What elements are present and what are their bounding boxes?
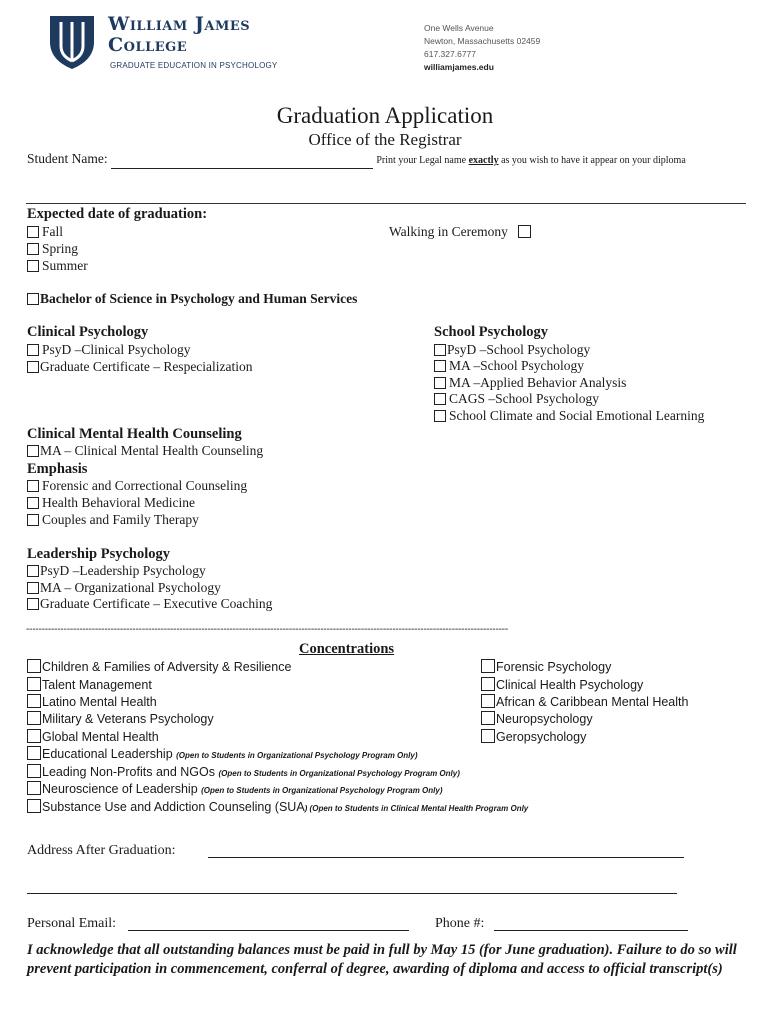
label-spring: Spring <box>42 241 79 256</box>
website-link[interactable]: williamjames.edu <box>424 62 494 72</box>
checkbox-emphasis-couples[interactable] <box>27 514 39 526</box>
checkbox-conc-substance[interactable] <box>27 799 41 813</box>
concentration-option[interactable] <box>481 711 593 727</box>
school-psych-option[interactable] <box>434 375 626 391</box>
checkbox-fall[interactable] <box>27 226 39 238</box>
checkbox-conc-african[interactable] <box>481 694 495 708</box>
hint-pre: Print your Legal name <box>376 155 467 166</box>
address-field-line2[interactable] <box>27 893 677 894</box>
label-emphasis-forensic: Forensic and Correctional Counseling <box>42 478 248 493</box>
checkbox-conc-global[interactable] <box>27 729 41 743</box>
checkbox-conc-children[interactable] <box>27 659 41 673</box>
school-psych-heading: School Psychology <box>434 324 548 340</box>
address-street: One Wells Avenue <box>424 23 494 33</box>
checkbox-cmhc-ma[interactable] <box>27 445 39 457</box>
clinical-option-certificate[interactable] <box>27 359 253 375</box>
checkbox-conc-neuro[interactable] <box>481 711 495 725</box>
leadership-option[interactable] <box>27 563 206 579</box>
label-conc-global: Global Mental Health <box>42 730 159 744</box>
cmhc-heading: Clinical Mental Health Counseling <box>27 426 242 442</box>
label-school-psych-aba: MA –Applied Behavior Analysis <box>449 375 627 390</box>
acknowledgement-text: I acknowledge that all outstanding balances must be paid in full by May 15 (for June graduation). Failure to do so will prevent participation in commencement, conferral of degree, awarding of diploma and access to official transcript(s) <box>27 942 737 977</box>
label-conc-neuro-leadership: Neuroscience of Leadership <box>42 782 198 796</box>
dashed-divider: ---------------------------------------------------------------------------------------------------------------------------------------------------------- <box>26 624 509 635</box>
concentration-option[interactable] <box>27 694 157 710</box>
walking-ceremony-option[interactable] <box>389 224 534 240</box>
graduation-option-summer[interactable] <box>27 258 88 274</box>
checkbox-conc-military[interactable] <box>27 711 41 725</box>
label-school-psych-climate: School Climate and Social Emotional Learning <box>449 408 705 423</box>
label-bachelor: Bachelor of Science in Psychology and Human Services <box>40 291 358 306</box>
concentration-option[interactable] <box>27 729 159 745</box>
label-conc-gero: Geropsychology <box>496 730 587 744</box>
checkbox-leadership-certificate[interactable] <box>27 598 39 610</box>
school-name-line1: William James <box>108 13 251 35</box>
email-label: Personal Email: <box>27 916 117 931</box>
checkbox-school-psych-psyd[interactable] <box>434 344 446 356</box>
checkbox-school-psych-aba[interactable] <box>434 377 446 389</box>
checkbox-school-psych-ma[interactable] <box>434 360 446 372</box>
concentration-option[interactable] <box>481 659 611 675</box>
student-name-hint <box>376 155 685 166</box>
label-leadership-psyd: PsyD –Leadership Psychology <box>40 563 206 578</box>
phone-field[interactable] <box>494 930 688 931</box>
restricted-concentration[interactable] <box>27 781 443 799</box>
checkbox-leadership-psyd[interactable] <box>27 565 39 577</box>
address-city: Newton, Massachusetts 02459 <box>424 36 541 46</box>
concentrations-heading: Concentrations <box>299 641 395 657</box>
emphasis-option[interactable] <box>27 512 199 528</box>
note-conc-neuro-leadership: (Open to Students in Organizational Psychology Program Only) <box>201 786 443 795</box>
checkbox-school-psych-cags[interactable] <box>434 393 446 405</box>
label-clinical-certificate: Graduate Certificate – Respecialization <box>40 359 253 374</box>
label-conc-nonprofits: Leading Non-Profits and NGOs <box>42 765 216 779</box>
label-conc-substance: Substance Use and Addiction Counseling (SUA <box>42 800 305 814</box>
checkbox-conc-clinical-health[interactable] <box>481 677 495 691</box>
school-subtitle: GRADUATE EDUCATION IN PSYCHOLOGY <box>110 61 278 70</box>
college-logo-icon <box>48 14 96 70</box>
label-summer: Summer <box>42 258 88 273</box>
checkbox-conc-forensic[interactable] <box>481 659 495 673</box>
clinical-option-psyd[interactable] <box>27 342 191 358</box>
concentration-option[interactable] <box>27 711 214 727</box>
label-school-psych-cags: CAGS –School Psychology <box>449 391 600 406</box>
checkbox-summer[interactable] <box>27 260 39 272</box>
bachelor-option[interactable] <box>27 291 357 307</box>
graduation-heading: Expected date of graduation: <box>27 206 208 222</box>
label-conc-military: Military & Veterans Psychology <box>42 712 214 726</box>
checkbox-spring[interactable] <box>27 243 39 255</box>
graduation-option-fall[interactable] <box>27 224 63 240</box>
school-psych-option[interactable] <box>434 342 590 358</box>
school-name <box>108 14 250 56</box>
college-address <box>424 22 540 74</box>
leadership-heading: Leadership Psychology <box>27 546 170 562</box>
label-clinical-psyd: PsyD –Clinical Psychology <box>42 342 191 357</box>
label-leadership-certificate: Graduate Certificate – Executive Coaching <box>40 596 273 611</box>
walking-ceremony-checkbox[interactable] <box>518 225 531 238</box>
leadership-option[interactable] <box>27 596 272 612</box>
restricted-concentration[interactable] <box>27 799 528 817</box>
checkbox-clinical-certificate[interactable] <box>27 361 39 373</box>
section-divider-line <box>26 203 746 204</box>
school-psych-option[interactable] <box>434 391 599 407</box>
email-field[interactable] <box>128 930 409 931</box>
label-leadership-ma: MA – Organizational Psychology <box>40 580 221 595</box>
school-psych-option[interactable] <box>434 358 584 374</box>
checkbox-conc-edu-leadership[interactable] <box>27 746 41 760</box>
checkbox-conc-nonprofits[interactable] <box>27 764 41 778</box>
clinical-heading: Clinical Psychology <box>27 324 149 340</box>
emphasis-option[interactable] <box>27 478 247 494</box>
checkbox-conc-neuro-leadership[interactable] <box>27 781 41 795</box>
page-subtitle: Office of the Registrar <box>308 130 462 149</box>
label-fall: Fall <box>42 224 64 239</box>
label-emphasis-couples: Couples and Family Therapy <box>42 512 199 527</box>
restricted-concentration[interactable] <box>27 764 460 782</box>
checkbox-emphasis-forensic[interactable] <box>27 480 39 492</box>
restricted-concentration[interactable] <box>27 746 418 764</box>
note-conc-edu-leadership: (Open to Students in Organizational Psychology Program Only) <box>176 751 418 760</box>
label-school-psych-ma: MA –School Psychology <box>449 358 585 373</box>
label-conc-latino: Latino Mental Health <box>42 695 157 709</box>
cmhc-option[interactable] <box>27 443 263 459</box>
checkbox-conc-latino[interactable] <box>27 694 41 708</box>
label-school-psych-psyd: PsyD –School Psychology <box>447 342 591 357</box>
address-field-line1[interactable] <box>208 857 684 858</box>
school-psych-option[interactable] <box>434 408 704 424</box>
concentration-option[interactable] <box>481 694 688 710</box>
checkbox-conc-talent[interactable] <box>27 677 41 691</box>
emphasis-option[interactable] <box>27 495 195 511</box>
label-conc-african: African & Caribbean Mental Health <box>496 695 689 709</box>
concentration-option[interactable] <box>481 729 586 745</box>
address-phone: 617.327.6777 <box>424 49 476 59</box>
concentration-option[interactable] <box>481 677 643 693</box>
address-label: Address After Graduation: <box>27 843 176 858</box>
label-conc-talent: Talent Management <box>42 678 152 692</box>
hint-post: as you wish to have it appear on your diploma <box>501 155 686 166</box>
graduation-option-spring[interactable] <box>27 241 78 257</box>
label-conc-edu-leadership: Educational Leadership <box>42 747 173 761</box>
leadership-option[interactable] <box>27 580 221 596</box>
phone-label: Phone #: <box>435 916 485 931</box>
emphasis-heading: Emphasis <box>27 461 88 477</box>
checkbox-leadership-ma[interactable] <box>27 582 39 594</box>
checkbox-school-psych-climate[interactable] <box>434 410 446 422</box>
student-name-label: Student Name: <box>27 151 108 166</box>
school-name-line2: College <box>108 34 188 56</box>
student-name-row <box>27 151 686 169</box>
concentration-option[interactable] <box>27 659 291 675</box>
label-conc-forensic: Forensic Psychology <box>496 660 612 674</box>
checkbox-clinical-psyd[interactable] <box>27 344 39 356</box>
label-emphasis-health: Health Behavioral Medicine <box>42 495 195 510</box>
page-title: Graduation Application <box>276 103 494 128</box>
checkbox-emphasis-health[interactable] <box>27 497 39 509</box>
note-conc-nonprofits: (Open to Students in Organizational Psychology Program Only) <box>218 769 460 778</box>
student-name-field[interactable] <box>111 156 373 169</box>
label-conc-clinical-health: Clinical Health Psychology <box>496 678 644 692</box>
address-row <box>27 843 176 859</box>
label-conc-children: Children & Families of Adversity & Resilience <box>42 660 292 674</box>
checkbox-conc-gero[interactable] <box>481 729 495 743</box>
note-conc-substance: ) (Open to Students in Clinical Mental Health Program Only <box>304 804 529 813</box>
walking-ceremony-label: Walking in Ceremony <box>389 224 508 239</box>
label-cmhc-ma: MA – Clinical Mental Health Counseling <box>40 443 264 458</box>
hint-emphasis: exactly <box>468 155 499 166</box>
label-conc-neuro: Neuropsychology <box>496 712 593 726</box>
concentration-option[interactable] <box>27 677 152 693</box>
checkbox-bachelor[interactable] <box>27 293 39 305</box>
